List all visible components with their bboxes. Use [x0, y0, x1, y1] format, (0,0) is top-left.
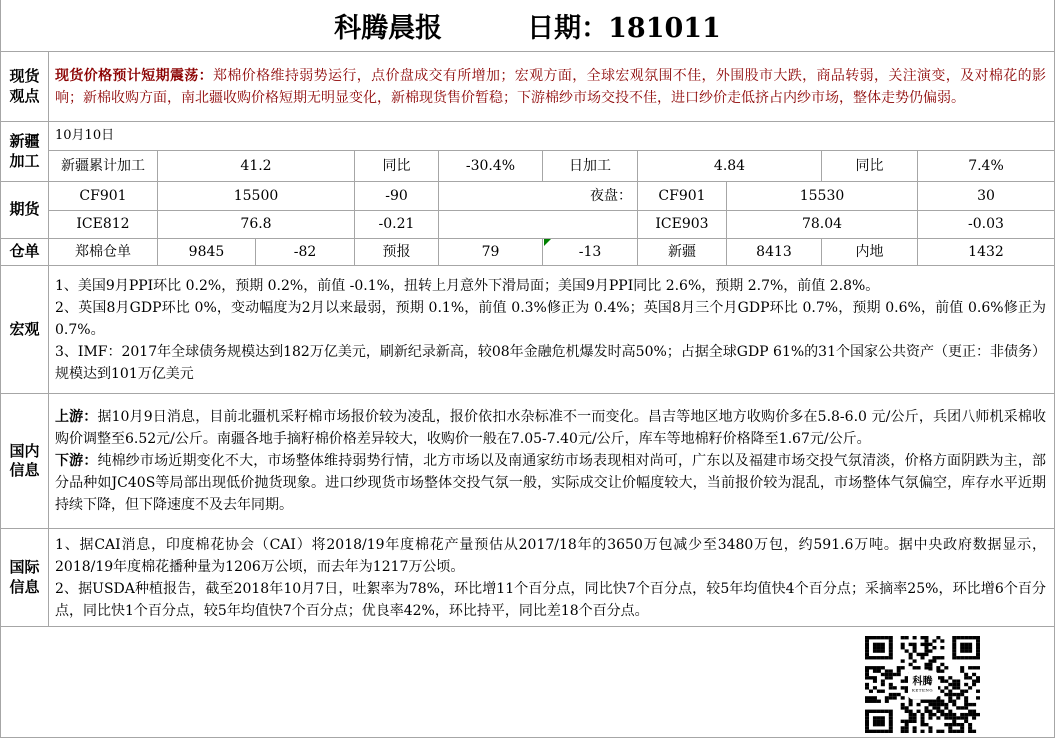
macro-item: 3、IMF：2017年全球债务规模达到182万亿美元，刷新纪录新高，较08年金融危机爆发时高50%；占据全球GDP 61%的31个国家公共资产（更正：非债务）规模达到101万亿美元: [55, 343, 1046, 382]
section-label-macro: 宏观: [1, 266, 49, 394]
error-indicator-triangle-icon: [544, 239, 551, 246]
region-inland-value: 1432: [918, 239, 1054, 266]
empty-cell: [439, 211, 638, 239]
macro-item: 2、英国8月GDP环比 0%，变动幅度为2月以来最弱，预期 0.1%，前值 0.3%修正为 0.4%；英国8月三个月GDP环比 0.7%，预期 0.6%，前值 0.6%修正为 0.7%。: [55, 299, 1046, 338]
receipt-count-cell: 9845: [158, 239, 256, 266]
upstream-paragraph: 上游：据10月9日消息，目前北疆机采籽棉市场报价较为凌乱，报价依扣水杂标准不一而变化。昌吉等地区地方收购价多在5.8-6.0 元/公斤，兵团八师机采棉收购价调整至6.52元/公斤。南疆各地手摘籽棉价格差异较大，收购价一般在7.05-7.40元/公斤，库车等地棉籽价格降至1.67元/公斤。: [55, 409, 1047, 447]
report-date: 日期：181011: [527, 13, 721, 44]
section-label-international: 国际信息: [1, 529, 49, 627]
macro-item: 1、美国9月PPI环比 0.2%，预期 0.2%，前值 -0.1%，扭转上月意外下滑局面；美国9月PPI同比 2.6%，预期 2.7%，前值 2.8%。: [55, 277, 880, 294]
qr-logo-text-en: KETENG: [911, 687, 934, 692]
futures-price-cell: 15500: [158, 182, 355, 211]
daily-yoy-label: 同比: [822, 151, 918, 182]
spot-lead: 现货价格预计短期震荡：: [55, 67, 214, 84]
xinjiang-cumulative-label: 新疆累计加工: [49, 151, 158, 182]
section-label-xinjiang: 新疆加工: [1, 122, 49, 182]
region-xinjiang-label: 新疆: [638, 239, 727, 266]
night-price-cell: 78.04: [727, 211, 918, 239]
receipt-change-cell: -82: [256, 239, 355, 266]
qr-logo: [908, 670, 938, 699]
daily-yoy-value: 7.4%: [918, 151, 1054, 182]
report-name: 科腾晨报: [334, 13, 443, 44]
xinjiang-cumulative-value: 41.2: [158, 151, 355, 182]
night-session-label: 夜盘：: [439, 182, 638, 211]
daily-processing-value: 4.84: [638, 151, 822, 182]
footer-area: [1, 627, 1054, 737]
xinjiang-yoy-label: 同比: [355, 151, 439, 182]
futures-contract-cell: CF901: [49, 182, 158, 211]
section-label-receipts: 仓单: [1, 239, 49, 266]
section-label-spot: 现货观点: [1, 52, 49, 122]
night-change-cell: -0.03: [918, 211, 1054, 239]
forecast-change-cell: -13: [543, 239, 638, 266]
downstream-paragraph: 下游：纯棉纱市场近期变化不大，市场整体维持弱势行情，北方市场以及南通家纺市场表现相对尚可，广东以及福建市场交投气氛清淡，价格方面阴跌为主，部分品种如JC40S等局部出现低价抛货现象。进口纱现货市场整体交投气氛一般，实际成交让价幅度较大，当前报价较为混乱，市场整体气氛偏空，库存水平近期持续下降，但下降速度不及去年同期。: [55, 453, 1047, 513]
forecast-count-cell: 79: [439, 239, 543, 266]
futures-change-cell: -0.21: [355, 211, 439, 239]
futures-price-cell: 76.8: [158, 211, 355, 239]
xinjiang-yoy-value: -30.4%: [439, 151, 543, 182]
qr-logo-text-cn: 科腾: [912, 676, 933, 687]
macro-content: [49, 266, 1054, 394]
futures-change-cell: -90: [355, 182, 439, 211]
daily-processing-label: 日加工: [543, 151, 638, 182]
section-label-domestic: 国内信息: [1, 394, 49, 529]
night-price-cell: 15530: [727, 182, 918, 211]
futures-contract-cell: ICE812: [49, 211, 158, 239]
night-contract-cell: CF901: [638, 182, 727, 211]
region-inland-label: 内地: [822, 239, 918, 266]
title-row: [1, 0, 1054, 52]
receipt-name-cell: 郑棉仓单: [49, 239, 158, 266]
qr-code: [865, 636, 980, 733]
section-label-futures: 期货: [1, 182, 49, 239]
international-content: [49, 529, 1054, 627]
spot-content: [49, 52, 1054, 122]
domestic-content: [49, 394, 1054, 529]
region-xinjiang-value: 8413: [727, 239, 822, 266]
night-contract-cell: ICE903: [638, 211, 727, 239]
spot-body: 郑棉价格维持弱势运行，点价盘成交有所增加；宏观方面，全球宏观氛围不佳，外围股市大跌，商品转弱，关注演变，及对棉花的影响；新棉收购方面，南北疆收购价格短期无明显变化，新棉现货售价暂稳；下游棉纱市场交投不佳，进口纱价走低挤占内纱市场，整体走势仍偏弱。: [55, 67, 1046, 106]
night-change-cell: 30: [918, 182, 1054, 211]
processing-date-cell: 10月10日: [49, 122, 1054, 151]
international-item: 1、据CAI消息，印度棉花协会（CAI）将2018/19年度棉花产量预估从2017/18年的3650万包减少至3480万包，约591.6万吨。据中央政府数据显示，2018/19年度棉花播种量为1206万公顷，而去年为1217万公顷。: [55, 536, 1046, 575]
forecast-label-cell: 预报: [355, 239, 439, 266]
international-item: 2、据USDA种植报告，截至2018年10月7日，吐絮率为78%，环比增11个百分点，同比快7个百分点，较5年均值快4个百分点；采摘率25%，环比增6个百分点，同比快1个百分点，较5年均值快7个百分点；优良率42%，环比持平，同比差18个百分点。: [55, 580, 1046, 619]
